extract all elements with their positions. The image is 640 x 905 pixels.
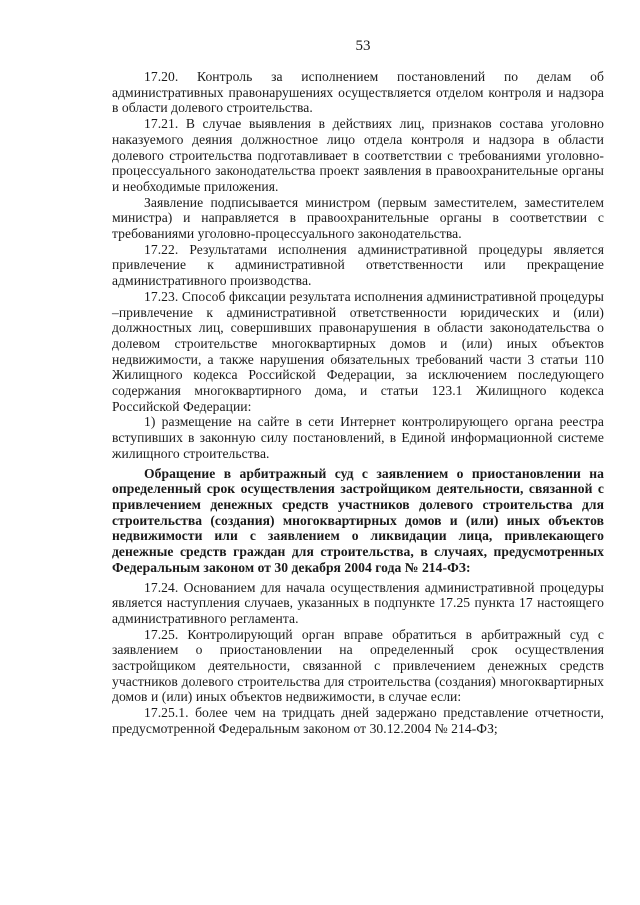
page-number: 53 bbox=[355, 38, 371, 54]
paragraph-17-23: 17.23. Способ фиксации результата исполнения административной процедуры –привлечение к административной ответственности юридических и (или) должностных лиц, совершивших правонарушения в области законодательства о долевом строительстве многоквартирных домов и (или) иных объектов недвижимости, а также нарушения обязательных требований части 3 статьи 110 Жилищного кодекса Российской Федерации, за исключением последующего содержания многоквартирного дома, и статьи 123.1 Жилищного кодекса Российской Федерации: bbox=[112, 288, 604, 414]
paragraph-17-21: 17.21. В случае выявления в действиях лиц, признаков состава уголовно наказуемого деяния должностное лицо отдела контроля и надзора в области долевого строительства подготавливает в соответствии с требованиями уголовно-процессуального законодательства проект заявления в правоохранительные органы и необходимые приложения. bbox=[112, 116, 604, 194]
paragraph-17-25-1: 17.25.1. более чем на тридцать дней задержано представление отчетности, предусмотренной Федеральным законом от 30.12.2004 № 214-ФЗ; bbox=[112, 705, 604, 736]
section-heading: Обращение в арбитражный суд с заявлением о приостановлении на определенный срок осуществления застройщиком деятельности, связанной с привлечением денежных средств участников долевого строительства для строительства (создания) многоквартирных домов и (или) иных объектов недвижимости или с заявлением о ликвидации лица, привлекающего денежные средств граждан для строительства, в случаях, предусмотренных Федеральным законом от 30 декабря 2004 года № 214-ФЗ: bbox=[112, 465, 604, 575]
paragraph-17-20: 17.20. Контроль за исполнением постановлений по делам об административных правонарушениях осуществляется отделом контроля и надзора в области долевого строительства. bbox=[112, 69, 604, 116]
paragraph-17-25: 17.25. Контролирующий орган вправе обратиться в арбитражный суд с заявлением о приостановлении на определенный срок осуществления застройщиком деятельности, связанной с привлечением денежных средств участников долевого строительства для строительства (создания) многоквартирных домов и (или) иных объектов недвижимости, в случае если: bbox=[112, 626, 604, 705]
paragraph-statement-signing: Заявление подписывается министром (первым заместителем, заместителем министра) и направляется в правоохранительные органы в соответствии с требованиями уголовно-процессуального законодательства. bbox=[112, 194, 604, 242]
paragraph-item-1: 1) размещение на сайте в сети Интернет контролирующего органа реестра вступивших в законную силу постановлений, в Единой информационной системе жилищного строительства. bbox=[112, 414, 604, 461]
paragraph-17-24: 17.24. Основанием для начала осуществления административной процедуры является наступления случаев, указанных в подпункте 17.25 пункта 17 настоящего административного регламента. bbox=[112, 579, 604, 626]
paragraph-17-22: 17.22. Результатами исполнения административной процедуры является привлечение к административной ответственности или прекращение административного производства. bbox=[112, 241, 604, 289]
